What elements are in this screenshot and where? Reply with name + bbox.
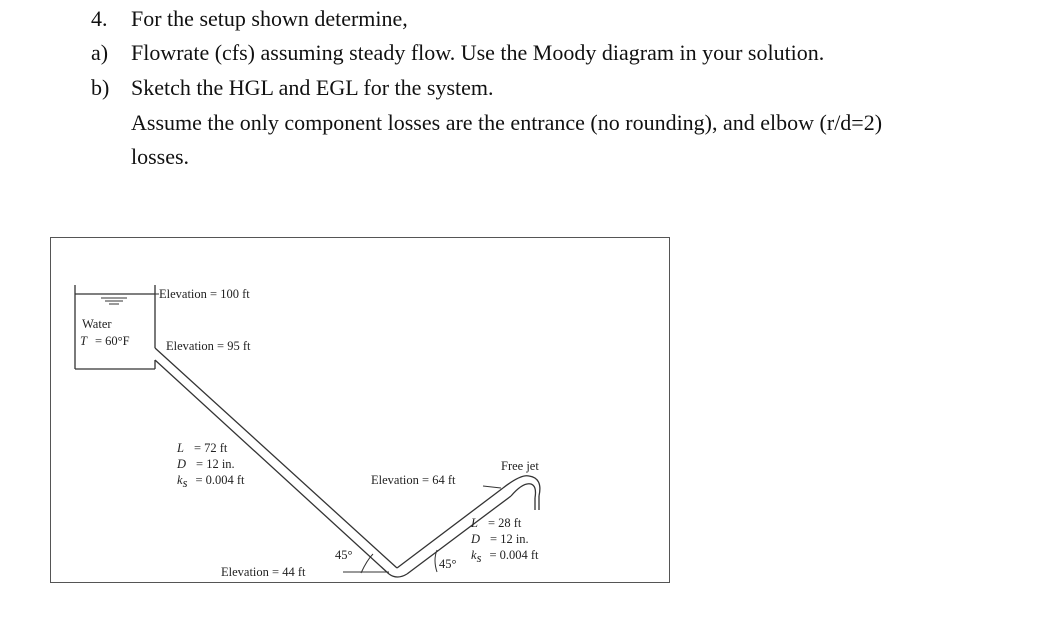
question-number: 4. [91, 6, 108, 31]
temperature-label: T = 60°F [80, 334, 130, 348]
pipe-system-diagram [51, 238, 671, 584]
water-surface-symbol [101, 298, 127, 304]
elevation-95-label: Elevation = 95 ft [166, 339, 251, 353]
question-number-and-intro [91, 6, 408, 32]
part-b-marker: b) [91, 75, 110, 100]
free-jet-label: Free jet [501, 459, 539, 473]
water-label: Water [82, 317, 112, 331]
elevation-64-label: Elevation = 64 ft [371, 473, 456, 487]
free-jet-nozzle [503, 476, 540, 510]
pipe-descending [155, 348, 397, 574]
svg-text:L = 72 ft: L = 72 ft [177, 441, 228, 455]
part-a-text: Flowrate (cfs) assuming steady flow. Use the Moody diagram in your solution. [131, 40, 825, 65]
svg-text:D = 12 in.: D = 12 in. [177, 457, 235, 471]
svg-text:ks = 0.004 ft: ks = 0.004 ft [177, 473, 245, 490]
question-intro: For the setup shown determine, [131, 6, 408, 31]
angle-left-label: 45° [335, 548, 353, 562]
svg-text:ks = 0.004 ft: ks = 0.004 ft [471, 548, 539, 565]
pipe-system-figure [50, 237, 670, 583]
pipe1-specs [176, 439, 245, 491]
svg-text:L = 28 ft: L = 28 ft [471, 516, 522, 530]
angle-right-label: 45° [439, 557, 457, 571]
elev-jet-leader [483, 486, 501, 488]
part-b-text: Sketch the HGL and EGL for the system. [131, 75, 494, 100]
elevation-100-label: Elevation = 100 ft [159, 287, 250, 301]
elevation-44-label: Elevation = 44 ft [221, 565, 306, 579]
assumption-line-1: Assume the only component losses are the entrance (no rounding), and elbow (r/d=2) [131, 110, 883, 135]
part-a-marker: a) [91, 40, 109, 65]
pipe2-specs [470, 514, 539, 566]
svg-text:D = 12 in.: D = 12 in. [471, 532, 529, 546]
assumption-line-2: losses. [131, 144, 190, 169]
